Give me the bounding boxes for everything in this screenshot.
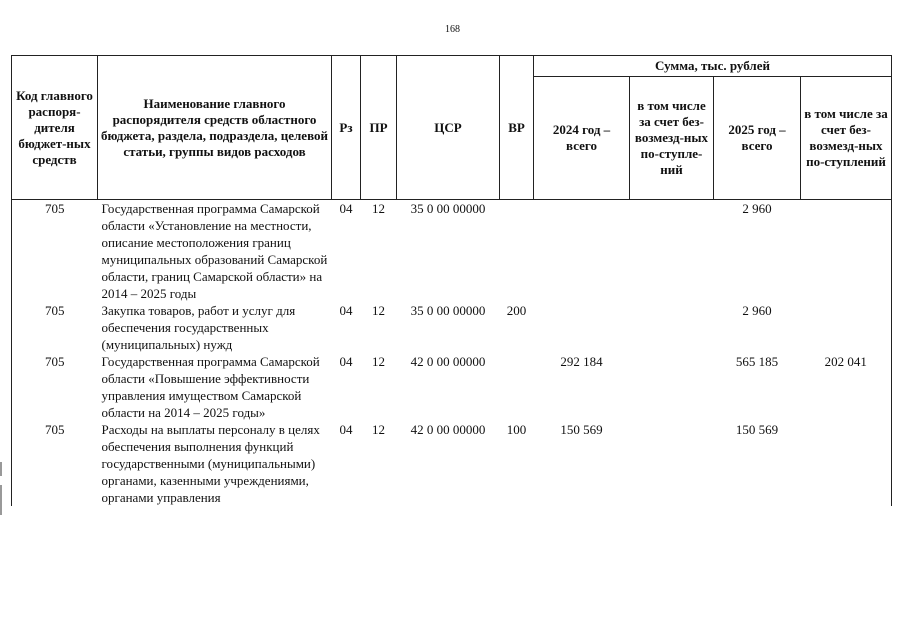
cell-2025-grants <box>801 302 892 353</box>
cell-2024-total <box>534 200 630 303</box>
cell-2024-total: 292 184 <box>560 354 603 369</box>
header-code: Код главного распоря-дителя бюджет-ных средств <box>12 56 98 200</box>
cell-2025-total: 565 185 <box>735 354 779 369</box>
cell-pr: 12 <box>372 422 385 437</box>
cell-code: 705 <box>12 302 98 353</box>
cell-2024-total: 150 569 <box>560 422 603 437</box>
cell-2024-grants <box>630 302 714 353</box>
header-rz: Рз <box>332 56 361 200</box>
cell-vr <box>500 200 534 303</box>
table-row <box>12 200 892 303</box>
cell-name: Расходы на выплаты персоналу в целях обеспечения выполнения функций государственными (муниципальными) органами, казенными учреждениями, органами управления <box>101 422 320 505</box>
cell-rz: 04 <box>339 354 353 369</box>
cell-pr: 12 <box>372 354 385 369</box>
header-pr: ПР <box>361 56 397 200</box>
header-2025-grants: в том числе за счет без-возмезд-ных по-ступлений <box>801 77 892 200</box>
cell-csr: 35 0 00 00000 <box>410 303 486 318</box>
cell-pr: 12 <box>372 201 385 216</box>
cell-code: 705 <box>12 421 98 506</box>
cell-rz: 04 <box>339 303 353 318</box>
header-sum-group: Сумма, тыс. рублей <box>534 56 892 77</box>
header-2024-total: 2024 год – всего <box>534 77 630 200</box>
table-row <box>12 302 892 353</box>
cell-vr: 100 <box>506 422 527 437</box>
cell-rz: 04 <box>339 201 353 216</box>
scan-artifact <box>0 462 2 476</box>
cell-csr: 42 0 00 00000 <box>410 422 486 437</box>
scan-artifact <box>0 485 2 515</box>
cell-2024-grants <box>630 353 714 421</box>
cell-2025-total: 2 960 <box>742 303 772 318</box>
cell-2025-grants <box>801 200 892 303</box>
header-name: Наименование главного распорядителя средств областного бюджета, раздела, подраздела, целевой статьи, группы видов расходов <box>98 56 332 200</box>
cell-vr: 200 <box>506 303 527 318</box>
table-row <box>12 421 892 506</box>
cell-2024-total <box>534 302 630 353</box>
header-2025-total: 2025 год – всего <box>714 77 801 200</box>
cell-2025-total: 2 960 <box>742 201 772 216</box>
cell-2025-grants: 202 041 <box>801 353 892 421</box>
cell-name: Закупка товаров, работ и услуг для обеспечения государственных (муниципальных) нужд <box>101 303 296 352</box>
cell-name: Государственная программа Самарской области «Повышение эффективности управления имуществом Самарской области на 2014 – 2025 годы» <box>101 354 320 420</box>
page-number: 168 <box>445 24 460 35</box>
cell-2024-grants <box>630 200 714 303</box>
cell-rz: 04 <box>339 422 353 437</box>
cell-name: Государственная программа Самарской области «Установление на местности, описание местоположения границ муниципальных образований Самарской области, границ Самарской области» на 2014 – 2025 годы <box>101 201 328 301</box>
cell-2024-grants <box>630 421 714 506</box>
budget-table <box>11 55 892 506</box>
cell-code: 705 <box>12 200 98 303</box>
cell-csr: 42 0 00 00000 <box>410 354 486 369</box>
cell-vr <box>500 353 534 421</box>
cell-csr: 35 0 00 00000 <box>410 201 486 216</box>
table-row <box>12 353 892 421</box>
header-csr: ЦСР <box>397 56 500 200</box>
header-2024-grants: в том числе за счет без-возмезд-ных по-ступле-ний <box>630 77 714 200</box>
cell-code: 705 <box>12 353 98 421</box>
cell-2025-total: 150 569 <box>735 422 779 437</box>
cell-2025-grants <box>801 421 892 506</box>
table-header <box>12 56 892 200</box>
cell-pr: 12 <box>372 303 385 318</box>
header-vr: ВР <box>500 56 534 200</box>
